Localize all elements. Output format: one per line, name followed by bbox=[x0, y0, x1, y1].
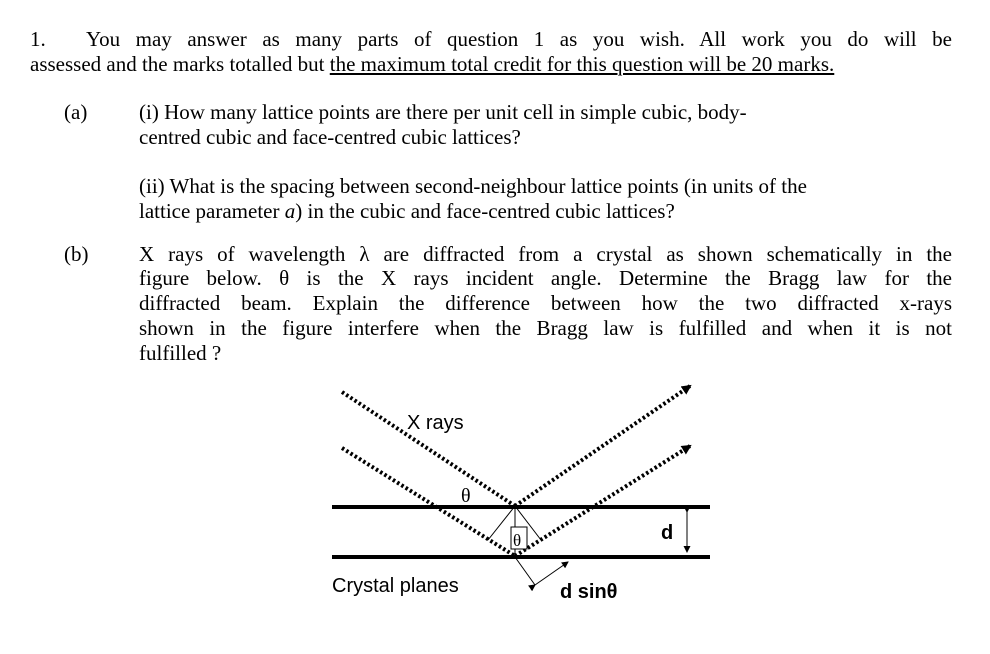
crystal-planes-label: Crystal planes bbox=[332, 575, 459, 597]
max-credit-note: the maximum total credit for this question will be 20 marks. bbox=[329, 52, 835, 76]
incident-ray-lower bbox=[342, 448, 515, 556]
d-sin-label: d sinθ bbox=[560, 581, 618, 603]
part-a-ii-line2-post: ) in the cubic and face-centred cubic lattices? bbox=[295, 199, 675, 223]
part-b-line2: figure below. θ is the X rays incident angle. Determine the Bragg law for the bbox=[139, 266, 952, 290]
xrays-label: X rays bbox=[407, 412, 464, 434]
part-b-line1: X rays of wavelength λ are diffracted from a crystal as shown schematically in the bbox=[139, 242, 952, 266]
incident-ray-upper bbox=[342, 392, 515, 506]
lattice-parameter-symbol: a bbox=[284, 199, 296, 223]
part-b-line4: shown in the figure interfere when the Bragg law is fulfilled and when it is not bbox=[139, 316, 952, 340]
theta-top-label: θ bbox=[461, 485, 471, 507]
part-a-label: (a) bbox=[64, 100, 88, 124]
question-number: 1. bbox=[30, 27, 46, 51]
part-a-ii-line1: (ii) What is the spacing between second-neighbour lattice points (in units of the bbox=[139, 174, 807, 198]
part-b-label: (b) bbox=[64, 242, 89, 266]
part-b-line5: fulfilled ? bbox=[139, 341, 222, 365]
d-sin-extension-line bbox=[515, 557, 535, 585]
diffracted-ray-upper bbox=[515, 386, 690, 506]
part-a-i-line1: (i) How many lattice points are there per unit cell in simple cubic, body- bbox=[139, 100, 747, 124]
question-intro-line2-plain: assessed and the marks totalled but bbox=[30, 52, 330, 76]
part-a-i-line2: centred cubic and face-centred cubic lattices? bbox=[139, 125, 521, 149]
question-intro-line1: You may answer as many parts of question 1 as you wish. All work you do will be bbox=[86, 27, 952, 51]
d-label: d bbox=[661, 522, 674, 544]
part-b-line3: diffracted beam. Explain the difference between how the two diffracted x-rays bbox=[139, 291, 952, 315]
part-a-ii-line2-pre: lattice parameter bbox=[139, 199, 285, 223]
theta-box-label: θ bbox=[513, 531, 522, 550]
